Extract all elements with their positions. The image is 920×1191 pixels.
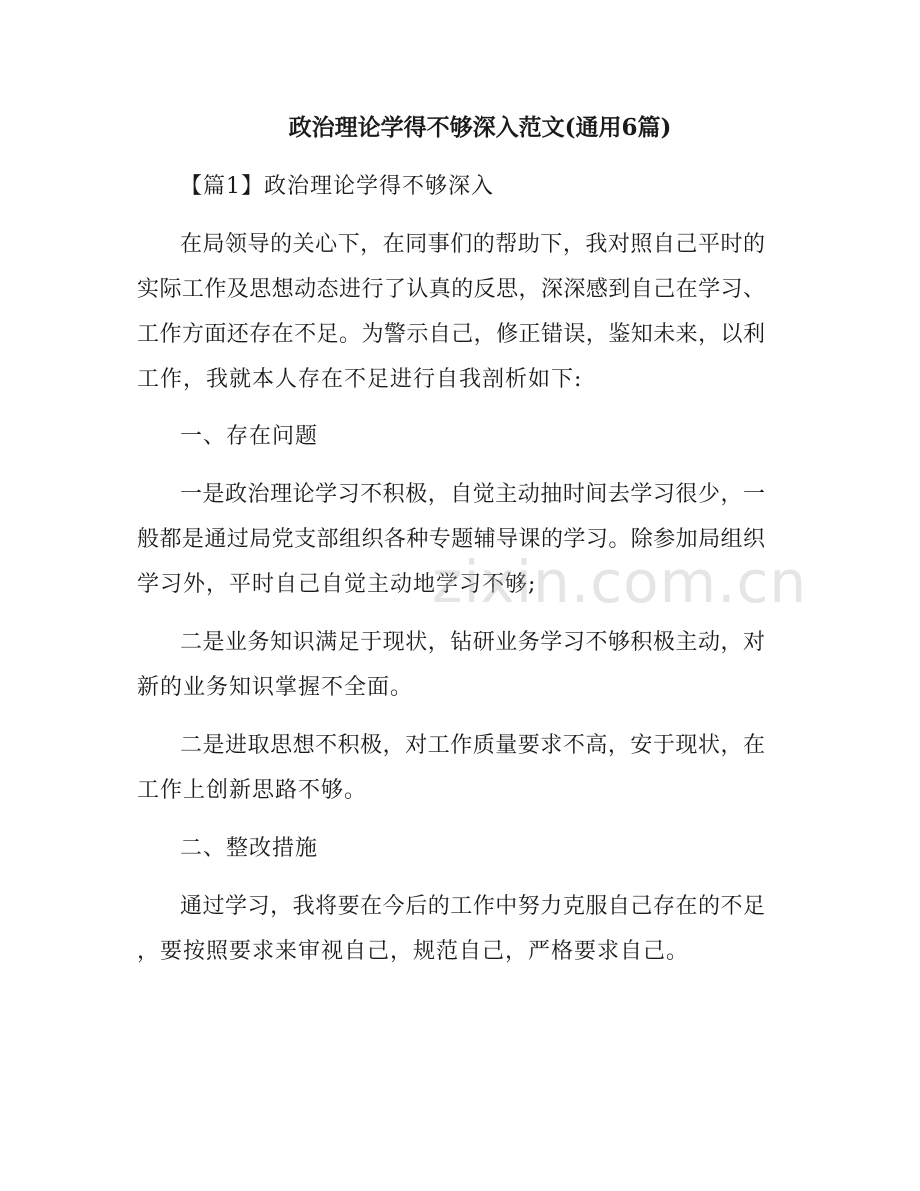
paragraph1-line1: 在局领导的关心下，在同事们的帮助下，我对照自己平时的 (180, 232, 765, 257)
paragraph4-line1: 二是进取思想不积极，对工作质量要求不高，安于现状，在 (180, 733, 765, 758)
watermark: zixin.com.cn (432, 548, 808, 616)
paragraph5-line1: 通过学习，我将要在今后的工作中努力克服自己存在的不足 (180, 894, 765, 919)
section-heading: 【篇1】政治理论学得不够深入 (180, 174, 494, 199)
paragraph3-line1: 二是业务知识满足于现状，钻研业务学习不够积极主动，对 (180, 630, 765, 655)
heading-measures: 二、整改措施 (180, 836, 319, 861)
paragraph1-line2: 实际工作及思想动态进行了认真的反思，深深感到自己在学习、 (137, 277, 765, 302)
paragraph3-line2: 新的业务知识掌握不全面。 (137, 675, 414, 700)
paragraph1-line4: 工作，我就本人存在不足进行自我剖析如下: (137, 367, 583, 392)
paragraph2-line3: 学习外，平时自己自觉主动地学习不够; (137, 572, 537, 597)
document-title: 政治理论学得不够深入范文(通用6篇) (288, 114, 672, 141)
heading-problems: 一、存在问题 (180, 424, 319, 449)
paragraph5-line2: ，要按照要求来审视自己，规范自己，严格要求自己。 (137, 939, 690, 964)
paragraph4-line2: 工作上创新思路不够。 (137, 778, 368, 803)
paragraph2-line2: 般都是通过局党支部组织各种专题辅导课的学习。除参加局组织 (137, 527, 765, 552)
paragraph1-line3: 工作方面还存在不足。为警示自己，修正错误，鉴知未来，以利 (137, 322, 765, 347)
paragraph2-line1: 一是政治理论学习不积极，自觉主动抽时间去学习很少，一 (180, 482, 765, 507)
